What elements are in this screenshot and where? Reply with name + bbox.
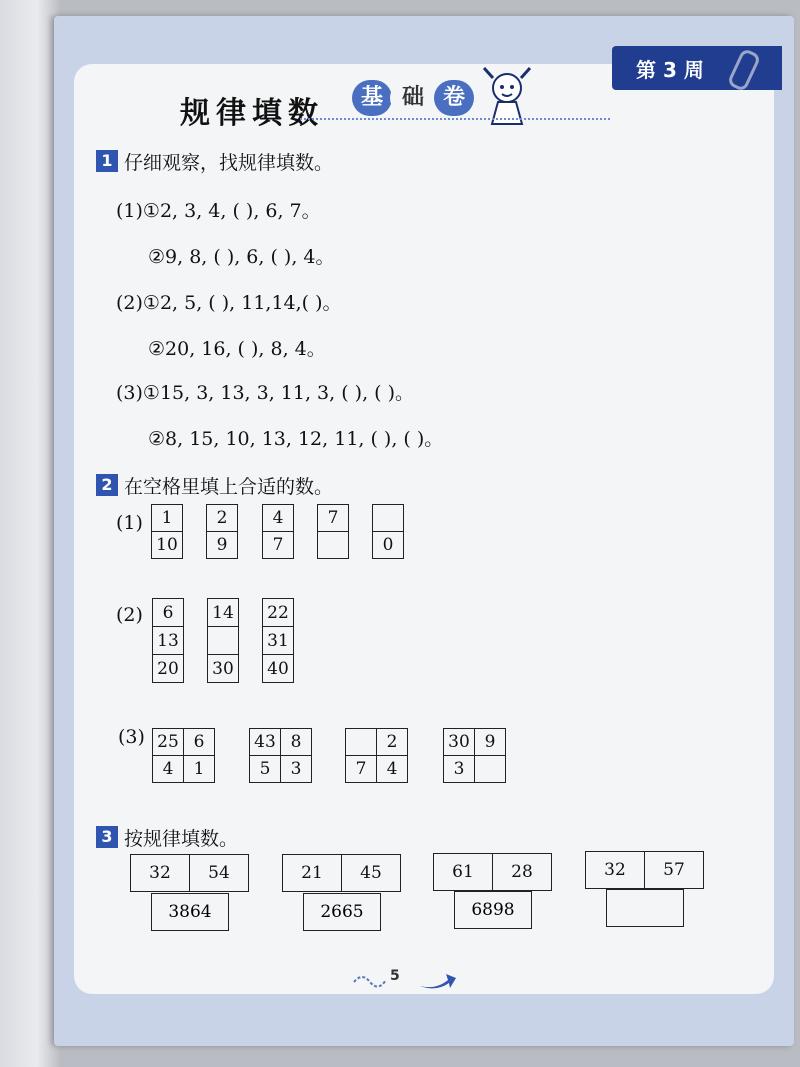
cell: 32 xyxy=(586,852,645,889)
q2-part3-box-3 xyxy=(345,728,408,783)
q2-part2-box-2 xyxy=(207,598,239,683)
week-label: 第 3 周 xyxy=(630,54,710,83)
q2-part1-box-1 xyxy=(151,504,183,559)
badge-char-1: 基 xyxy=(352,80,392,116)
cell: 61 xyxy=(434,854,493,891)
week-tab xyxy=(612,46,782,90)
q1-line-1: (1)①2, 3, 4, ( ), 6, 7。 xyxy=(116,200,321,222)
page-title: 规律填数 xyxy=(180,96,324,131)
cell: 7 xyxy=(318,505,349,532)
left-page-edge xyxy=(0,0,62,1067)
cell: 4 xyxy=(377,756,408,783)
q3-group-4-result-answer[interactable] xyxy=(606,889,684,927)
q1-line-6: ②8, 15, 10, 13, 12, 11, ( ), ( )。 xyxy=(148,428,444,450)
cell: 3 xyxy=(444,756,475,783)
q2-part1-box-3 xyxy=(262,504,294,559)
cell: 2 xyxy=(207,505,238,532)
q3-group-2-result: 2665 xyxy=(303,893,381,931)
cell: 1 xyxy=(152,505,183,532)
cell: 30 xyxy=(208,655,239,683)
cell: 32 xyxy=(131,855,190,892)
title-underline xyxy=(300,118,610,120)
cell: 1 xyxy=(184,756,215,783)
q1-line-5: (3)①15, 3, 13, 3, 11, 3, ( ), ( )。 xyxy=(116,382,415,404)
cell: 10 xyxy=(152,532,183,559)
arrow-right-icon xyxy=(418,972,458,992)
badge-char-3: 卷 xyxy=(434,80,474,116)
cell: 25 xyxy=(153,729,184,756)
cell: 9 xyxy=(207,532,238,559)
answer-cell[interactable] xyxy=(475,756,506,783)
cell: 3 xyxy=(281,756,312,783)
q3-group-1-result: 3864 xyxy=(151,893,229,931)
cell: 30 xyxy=(444,729,475,756)
question-3-text: 按规律填数。 xyxy=(124,828,239,850)
q3-group-4-top xyxy=(585,851,704,889)
page-number: 5 xyxy=(390,968,400,984)
cell: 54 xyxy=(190,855,249,892)
q2-part3-box-2 xyxy=(249,728,312,783)
cell: 40 xyxy=(263,655,294,683)
cell: 5 xyxy=(250,756,281,783)
cell: 13 xyxy=(153,627,184,655)
answer-cell[interactable] xyxy=(208,627,239,655)
q2-part1-label: (1) xyxy=(116,512,143,534)
cell: 4 xyxy=(153,756,184,783)
cell: 0 xyxy=(373,532,404,559)
cell: 22 xyxy=(263,599,294,627)
q2-part2-box-3 xyxy=(262,598,294,683)
cell: 57 xyxy=(645,852,704,889)
q2-part2-label: (2) xyxy=(116,604,143,626)
cell: 6 xyxy=(184,729,215,756)
cell: 43 xyxy=(250,729,281,756)
cell: 8 xyxy=(281,729,312,756)
cell: 7 xyxy=(263,532,294,559)
q2-part2-box-1 xyxy=(152,598,184,683)
q3-group-2-top xyxy=(282,854,401,892)
q3-group-1-top xyxy=(130,854,249,892)
q2-part3-box-1 xyxy=(152,728,215,783)
question-2-text: 在空格里填上合适的数。 xyxy=(124,476,334,498)
q1-line-2: ②9, 8, ( ), 6, ( ), 4。 xyxy=(148,246,335,268)
q2-part3-label: (3) xyxy=(118,726,145,748)
q1-line-4: ②20, 16, ( ), 8, 4。 xyxy=(148,338,326,360)
cell: 2 xyxy=(377,729,408,756)
cell: 7 xyxy=(346,756,377,783)
cell: 20 xyxy=(153,655,184,683)
cell: 9 xyxy=(475,729,506,756)
swirl-decoration-icon xyxy=(352,970,390,990)
question-3-number: 3 xyxy=(96,826,118,848)
cell: 45 xyxy=(342,855,401,892)
paperclip-icon xyxy=(726,48,761,93)
q3-group-3-result: 6898 xyxy=(454,891,532,929)
q1-line-3: (2)①2, 5, ( ), 11,14,( )。 xyxy=(116,292,342,314)
cell: 4 xyxy=(263,505,294,532)
basic-level-badge xyxy=(352,80,472,116)
answer-cell[interactable] xyxy=(373,505,404,532)
q2-part1-box-2 xyxy=(206,504,238,559)
badge-char-2: 础 xyxy=(390,80,436,116)
question-1-text: 仔细观察，找规律填数。 xyxy=(124,152,334,174)
cell: 6 xyxy=(153,599,184,627)
cell: 14 xyxy=(208,599,239,627)
question-2-number: 2 xyxy=(96,474,118,496)
answer-cell[interactable] xyxy=(346,729,377,756)
q2-part1-box-4 xyxy=(317,504,349,559)
q2-part3-box-4 xyxy=(443,728,506,783)
cell: 28 xyxy=(493,854,552,891)
cell: 31 xyxy=(263,627,294,655)
cell: 21 xyxy=(283,855,342,892)
question-1-number: 1 xyxy=(96,150,118,172)
q3-group-3-top xyxy=(433,853,552,891)
q2-part1-box-5 xyxy=(372,504,404,559)
answer-cell[interactable] xyxy=(318,532,349,559)
